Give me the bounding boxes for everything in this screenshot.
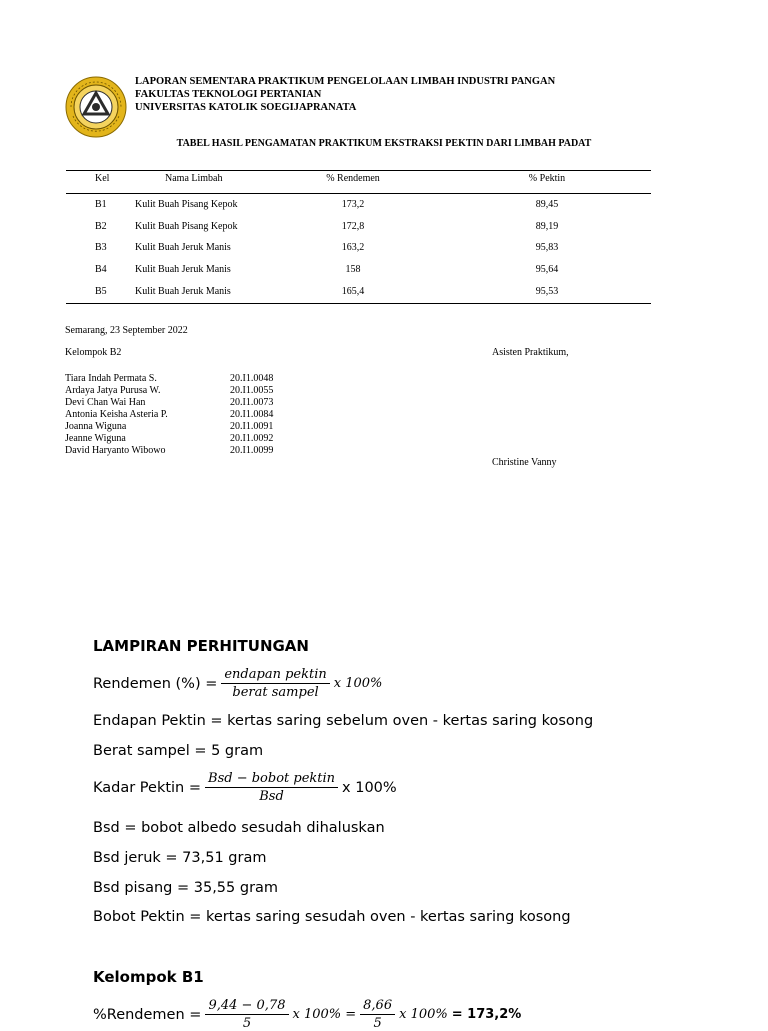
rendemen-numerator: endapan pektin	[221, 667, 329, 684]
table-header-rule	[66, 193, 651, 194]
table-cell: B1	[95, 199, 107, 210]
header-line-1: LAPORAN SEMENTARA PRAKTIKUM PENGELOLAAN LIMBAH INDUSTRI PANGAN	[135, 76, 556, 87]
member-name: Joanna Wiguna	[65, 421, 127, 432]
endapan-definition: Endapan Pektin = kertas saring sebelum oven - kertas saring kosong	[93, 713, 594, 729]
member-nim: 20.I1.0092	[230, 433, 274, 444]
col-header-nama: Nama Limbah	[165, 173, 223, 184]
table-cell: Kulit Buah Pisang Kepok	[135, 199, 238, 210]
col-header-rendemen: % Rendemen	[326, 173, 380, 184]
b1-multiplier-1: x 100% =	[292, 1007, 357, 1022]
member-name: Ardaya Jatya Purusa W.	[65, 385, 161, 396]
member-name: Devi Chan Wai Han	[65, 397, 146, 408]
b1-fraction-2	[360, 998, 395, 1031]
member-name: Tiara Indah Permata S.	[65, 373, 157, 384]
col-header-kel: Kel	[95, 173, 110, 184]
assistant-label: Asisten Praktikum,	[492, 347, 569, 358]
header-line-3: UNIVERSITAS KATOLIK SOEGIJAPRANATA	[135, 102, 357, 113]
rendemen-denominator: berat sampel	[232, 685, 319, 700]
rendemen-fraction	[221, 667, 329, 700]
table-cell: 163,2	[341, 242, 365, 253]
table-cell: 158	[345, 264, 361, 275]
b1-result: = 173,2%	[451, 1007, 522, 1022]
kadar-tail: x 100%	[342, 779, 397, 796]
member-nim: 20.I1.0084	[230, 409, 274, 420]
rendemen-label: Rendemen (%) =	[93, 675, 218, 692]
bsd-definition: Bsd = bobot albedo sesudah dihaluskan	[93, 820, 385, 836]
table-cell: 95,83	[535, 242, 559, 253]
table-cell: 172,8	[341, 221, 365, 232]
table-cell: B4	[95, 264, 107, 275]
kadar-label: Kadar Pektin =	[93, 779, 202, 796]
table-bottom-rule	[66, 303, 651, 304]
bsd-pisang: Bsd pisang = 35,55 gram	[93, 880, 279, 896]
assistant-name: Christine Vanny	[492, 457, 557, 468]
member-nim: 20.I1.0055	[230, 385, 274, 396]
table-cell: 173,2	[341, 199, 365, 210]
rendemen-tail: x 100%	[333, 676, 383, 691]
col-header-pektin: % Pektin	[528, 173, 566, 184]
table-cell: 165,4	[341, 286, 365, 297]
table-cell: B5	[95, 286, 107, 297]
b1-denominator-2: 5	[373, 1016, 382, 1031]
table-cell: Kulit Buah Jeruk Manis	[135, 286, 231, 297]
b1-calculation	[93, 998, 521, 1031]
member-names	[65, 373, 168, 457]
bsd-jeruk: Bsd jeruk = 73,51 gram	[93, 850, 267, 866]
table-cell: Kulit Buah Pisang Kepok	[135, 221, 238, 232]
table-cell: 89,45	[535, 199, 559, 210]
b1-denominator-1: 5	[242, 1016, 252, 1031]
b1-fraction-1	[205, 998, 288, 1031]
rendemen-formula	[93, 667, 382, 700]
table-title: TABEL HASIL PENGAMATAN PRAKTIKUM EKSTRAKSI PEKTIN DARI LIMBAH PADAT	[176, 138, 592, 149]
kelompok-b1-heading: Kelompok B1	[93, 968, 204, 986]
b1-label: %Rendemen =	[93, 1006, 202, 1023]
member-nim: 20.I1.0099	[230, 445, 274, 456]
table-cell: B3	[95, 242, 107, 253]
table-top-rule	[66, 170, 651, 171]
place-date: Semarang, 23 September 2022	[65, 325, 188, 336]
header-line-2: FAKULTAS TEKNOLOGI PERTANIAN	[135, 89, 322, 100]
bobot-definition: Bobot Pektin = kertas saring sesudah oven - kertas saring kosong	[93, 909, 571, 925]
lampiran-title: LAMPIRAN PERHITUNGAN	[93, 637, 309, 655]
university-seal-icon	[65, 76, 127, 138]
berat-definition: Berat sampel = 5 gram	[93, 743, 264, 759]
member-nim: 20.I1.0091	[230, 421, 274, 432]
member-nim: 20.I1.0073	[230, 397, 274, 408]
kadar-denominator: Bsd	[259, 789, 284, 804]
table-cell: B2	[95, 221, 107, 232]
kadar-numerator: Bsd − bobot pektin	[205, 771, 338, 788]
kadar-formula	[93, 771, 397, 804]
member-name: Antonia Keisha Asteria P.	[65, 409, 168, 420]
kadar-fraction	[205, 771, 338, 804]
member-nim: 20.I1.0048	[230, 373, 274, 384]
b1-multiplier-2: x 100%	[399, 1007, 448, 1022]
table-cell: 95,53	[535, 286, 559, 297]
member-name: David Haryanto Wibowo	[65, 445, 166, 456]
table-cell: 95,64	[535, 264, 559, 275]
group-label: Kelompok B2	[65, 347, 122, 358]
b1-numerator-2: 8,66	[360, 998, 395, 1015]
table-cell: Kulit Buah Jeruk Manis	[135, 242, 231, 253]
member-name: Jeanne Wiguna	[65, 433, 126, 444]
table-cell: Kulit Buah Jeruk Manis	[135, 264, 231, 275]
report-header	[135, 75, 555, 114]
b1-numerator-1: 9,44 − 0,78	[205, 998, 288, 1015]
table-cell: 89,19	[535, 221, 559, 232]
member-nims	[230, 373, 273, 457]
